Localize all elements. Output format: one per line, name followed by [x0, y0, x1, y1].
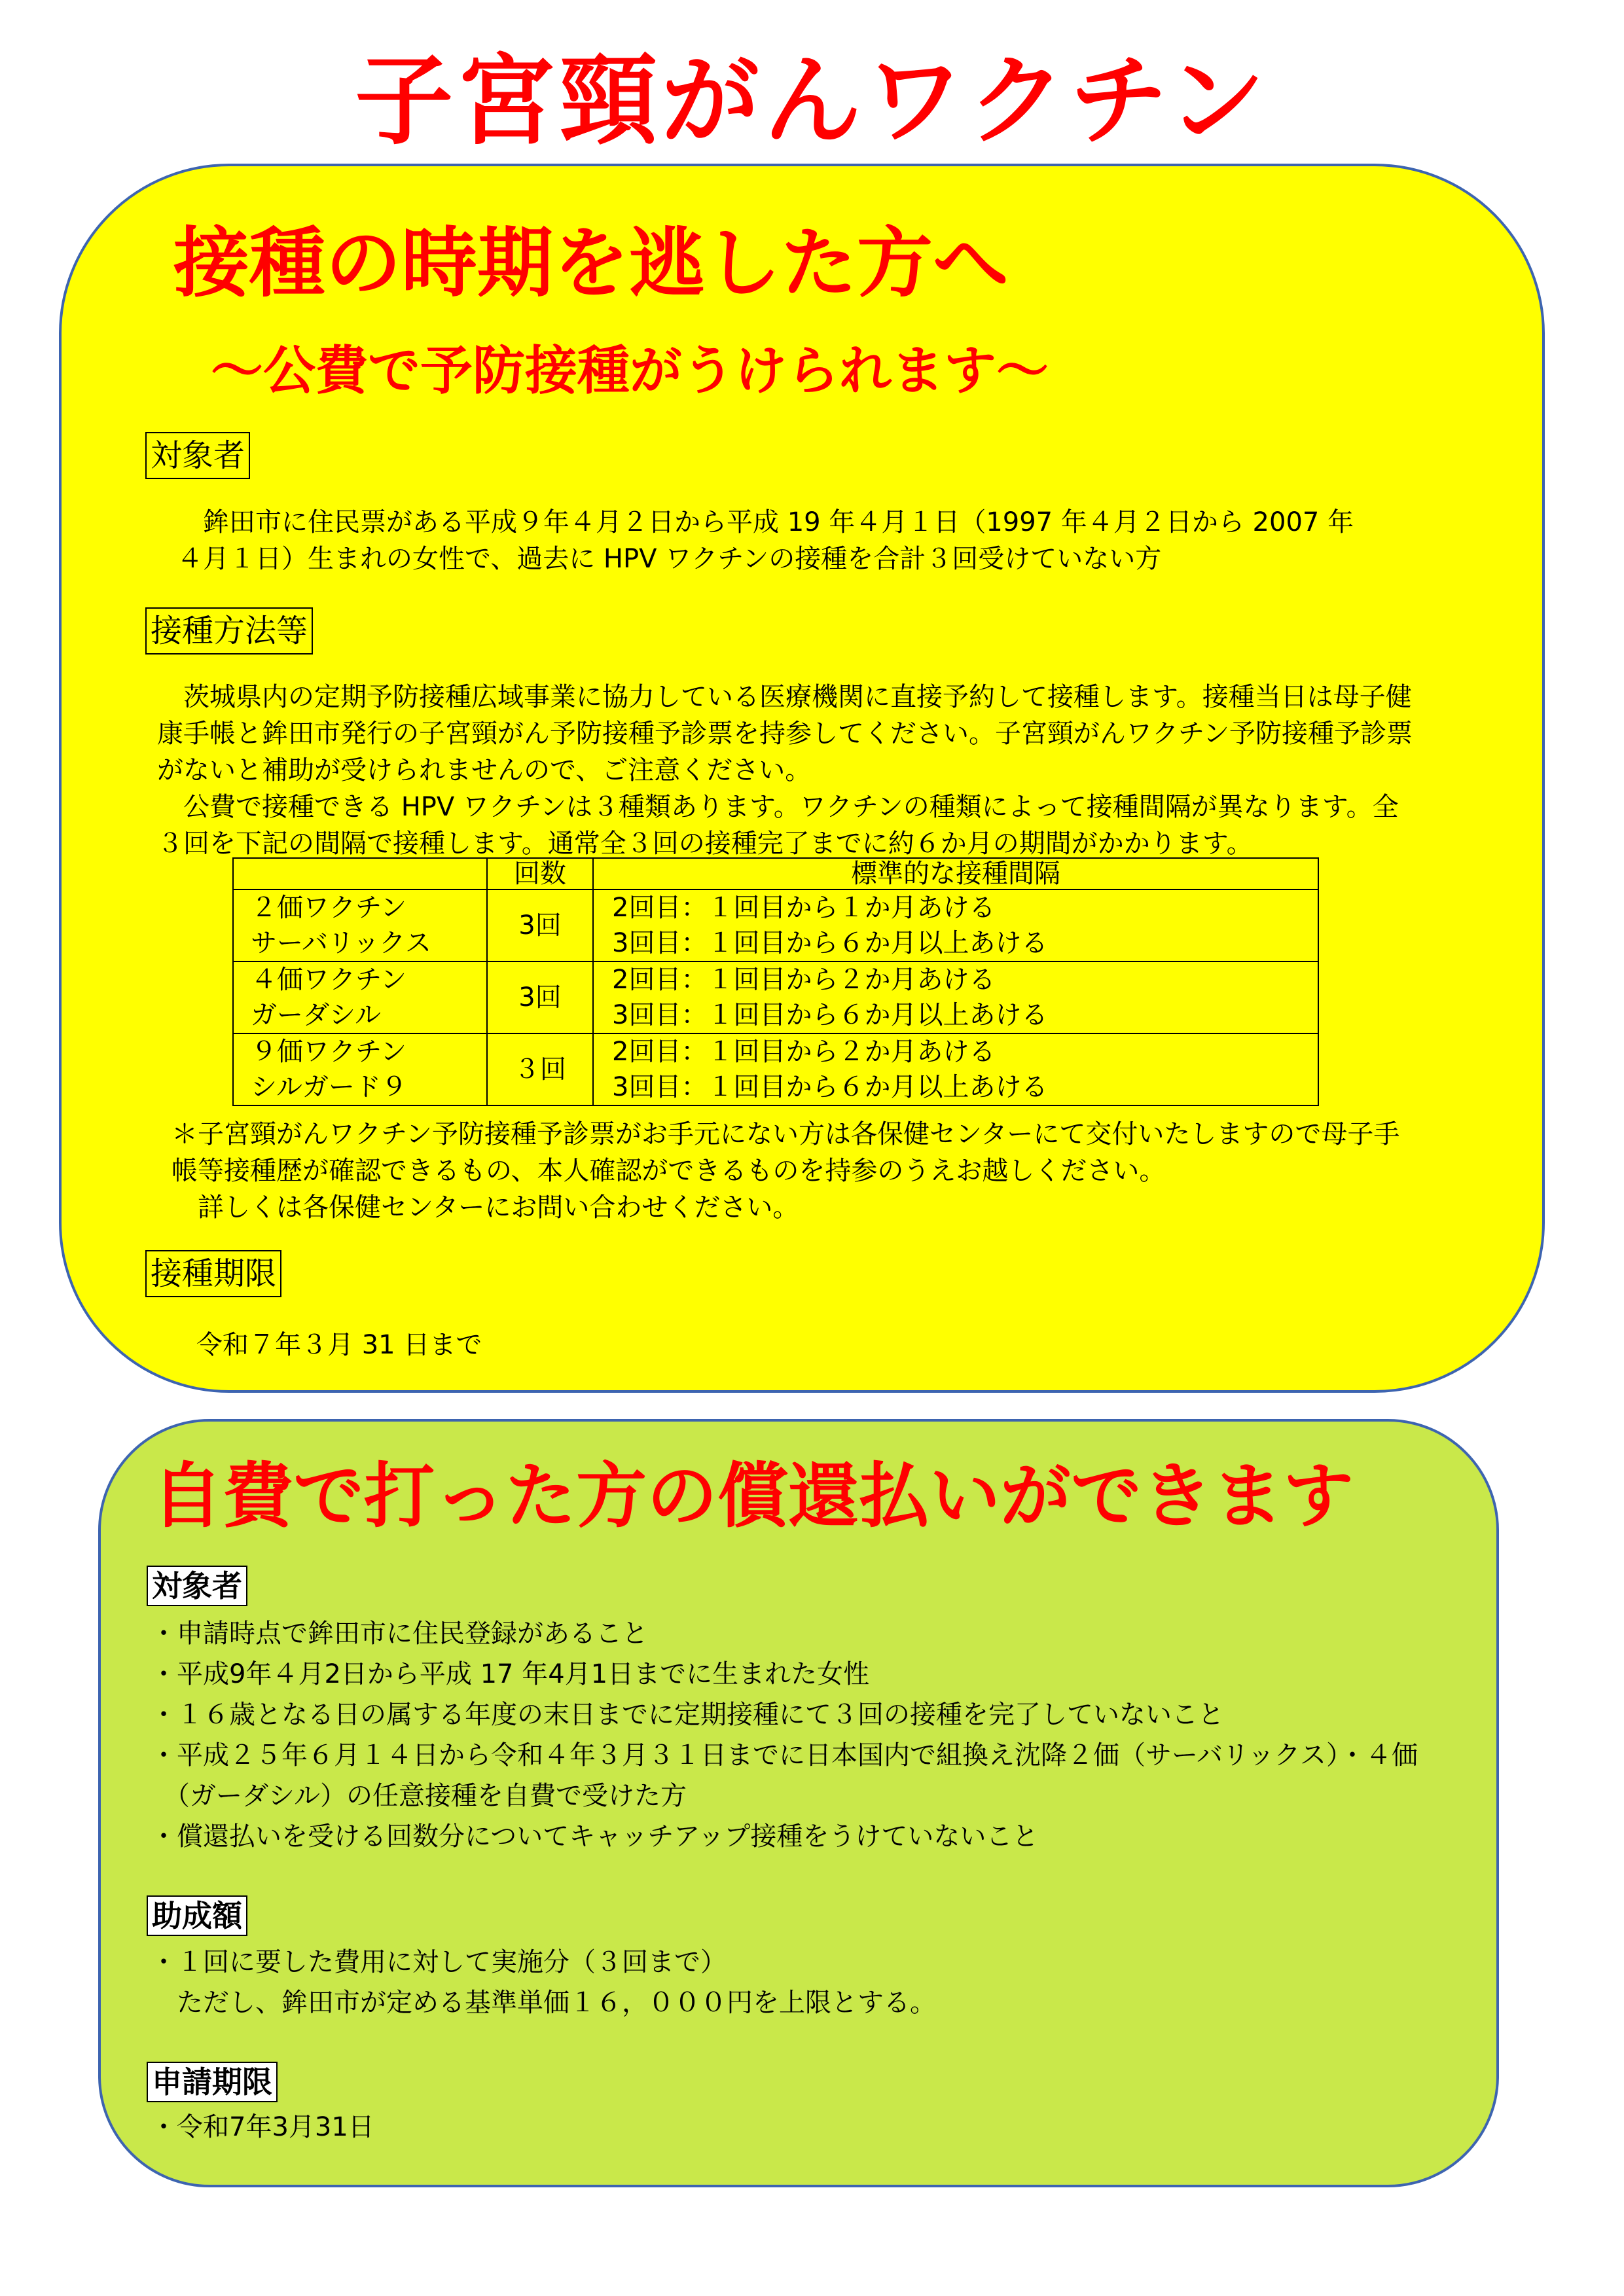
public-vaccination-subheadline: ～公費で予防接種がうけられます～ [211, 340, 1049, 401]
interval-cell [593, 889, 1318, 961]
eligibility-item: ・償還払いを受ける回数分についてキャッチアップ接種をうけていないこと [151, 1821, 1039, 1852]
method-text-line: 康手帳と鉾田市発行の子宮頸がん予防接種予診票を持参してください。子宮頸がんワクチン予防接種予診票 [157, 719, 1413, 749]
vaccine-brand: サーバリックス [251, 928, 431, 958]
subsidy-label: 助成額 [147, 1895, 247, 1936]
interval-line: 2回目：１回目から１か月あける [612, 893, 996, 923]
table-row [233, 1033, 1318, 1105]
vaccine-interval-table [232, 857, 1319, 1106]
public-vaccination-headline: 接種の時期を逃した方へ [173, 219, 1009, 308]
vaccine-type: ９価ワクチン [251, 1037, 406, 1067]
method-text-line: 茨城県内の定期予防接種広域事業に協力している医療機関に直接予約して接種します。接種当日は母子健 [157, 682, 1412, 712]
eligibility-item: ・平成２５年６月１４日から令和４年３月３１日までに日本国内で組換え沈降２価（サーバリックス）・４価 [151, 1740, 1418, 1770]
eligibility-item: ・平成9年４月2日から平成 17 年4月1日までに生まれた女性 [151, 1659, 870, 1689]
eligibility-item: （ガーダシル）の任意接種を自費で受けた方 [151, 1781, 687, 1811]
eligibility-item: ・申請時点で鉾田市に住民登録があること [151, 1619, 648, 1649]
interval-line: 3回目：１回目から６か月以上あける [612, 1072, 1048, 1102]
deadline-label: 申請期限 [147, 2062, 278, 2102]
method-text-line: がないと補助が受けられませんので、ご注意ください。 [157, 755, 812, 785]
table-row [233, 961, 1318, 1033]
page-title: 子宮頸がんワクチン [355, 45, 1269, 158]
vaccine-type: ４価ワクチン [251, 965, 406, 995]
table-row [233, 889, 1318, 961]
vaccine-name-cell [233, 961, 487, 1033]
vaccine-brand: シルガード９ [251, 1072, 407, 1102]
note-line: 帳等接種歴が確認できるもの、本人確認ができるものを持参のうえお越しください。 [171, 1156, 1166, 1186]
target-text-line: ４月１日）生まれの女性で、過去に HPV ワクチンの接種を合計３回受けていない方 [177, 544, 1162, 574]
interval-line: 3回目：１回目から６か月以上あける [612, 928, 1048, 958]
dose-count-cell: 3回 [487, 961, 593, 1033]
method-text-line: 公費で接種できる HPV ワクチンは３種類あります。ワクチンの種類によって接種間隔が異なります。全 [157, 792, 1399, 822]
vaccine-brand: ガーダシル [251, 1000, 381, 1030]
method-text-line: ３回を下記の間隔で接種します。通常全３回の接種完了までに約６か月の期間がかかります。 [157, 829, 1253, 859]
subsidy-text-line: ・１回に要した費用に対して実施分（３回まで） [151, 1947, 727, 1977]
dose-count-cell: 3回 [487, 889, 593, 961]
table-header-cell: 回数 [487, 858, 593, 889]
interval-cell [593, 961, 1318, 1033]
interval-line: 2回目：１回目から２か月あける [612, 965, 996, 995]
note-line: 詳しくは各保健センターにお問い合わせください。 [171, 1193, 799, 1223]
eligibility-label: 対象者 [147, 1566, 247, 1606]
vaccine-name-cell [233, 1033, 487, 1105]
note-line: ＊子宮頸がんワクチン予防接種予診票がお手元にない方は各保健センターにて交付いたしますので母子手 [171, 1119, 1400, 1149]
interval-line: 3回目：１回目から６か月以上あける [612, 1000, 1048, 1030]
vaccine-name-cell [233, 889, 487, 961]
interval-cell [593, 1033, 1318, 1105]
period-label: 接種期限 [145, 1250, 281, 1297]
target-label: 対象者 [145, 432, 250, 479]
method-label: 接種方法等 [145, 607, 313, 655]
dose-count-cell: ３回 [487, 1033, 593, 1105]
table-header-row [233, 858, 1318, 889]
deadline-text: ・令和7年3月31日 [151, 2112, 374, 2142]
vaccine-type: ２価ワクチン [251, 893, 406, 923]
interval-line: 2回目：１回目から２か月あける [612, 1037, 996, 1067]
target-text-line: 鉾田市に住民票がある平成９年４月２日から平成 19 年４月１日（1997 年４月２日から 2007 年 [177, 507, 1354, 537]
eligibility-item: ・１６歳となる日の属する年度の末日までに定期接種にて３回の接種を完了していないこと [151, 1700, 1224, 1730]
period-text: 令和７年３月 31 日まで [196, 1330, 482, 1360]
table-header-cell [233, 858, 487, 889]
subsidy-text-line: ただし、鉾田市が定める基準単価１６，０００円を上限とする。 [151, 1988, 936, 2018]
table-header-cell: 標準的な接種間隔 [593, 858, 1318, 889]
reimbursement-headline: 自費で打った方の償還払いができます [152, 1456, 1354, 1537]
